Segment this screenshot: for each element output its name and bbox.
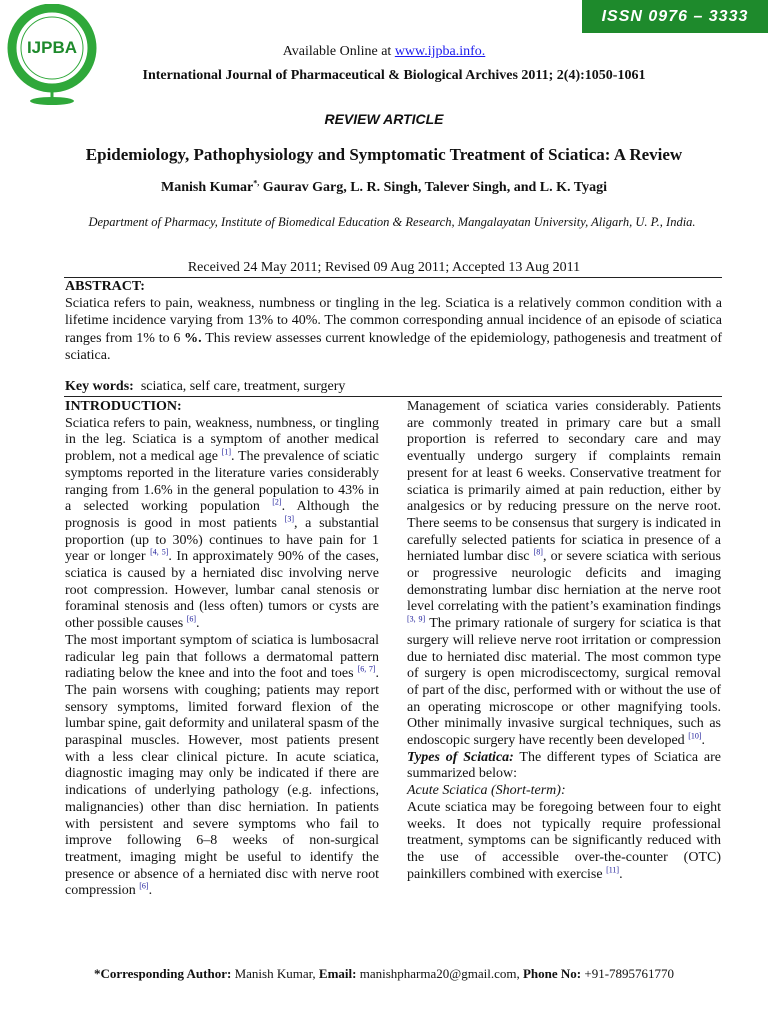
acute-paragraph: Acute sciatica may be foregoing between four to eight weeks. It does not typically require professional treatment, symptoms can be significantly reduced with the use of accessible over-the-counter (OTC) painkillers combined with exercise [11]. — [407, 799, 721, 882]
divider — [64, 396, 722, 397]
citation[interactable]: [8] — [533, 547, 543, 557]
article-type: REVIEW ARTICLE — [324, 111, 444, 127]
issn-badge: ISSN 0976 – 3333 — [582, 0, 768, 33]
available-online — [0, 44, 768, 60]
citation[interactable]: [2] — [272, 497, 282, 507]
citation[interactable]: [10] — [688, 731, 702, 741]
keywords-label: Key words: — [65, 379, 134, 394]
intro-paragraph-2: The most important symptom of sciatica is lumbosacral radicular leg pain that follows a dermatomal pattern radiating below the knee and into the foot and toes [6, 7]. The pain worsens with coughing; patients may report sensory symptoms, limited forward flexion of the lumbar spine, gait deformity and unilateral spasm of the paraspinal muscles. However, most patients present with a less clear clinical picture. In acute sciatica, diagnostic imaging may only be indicated if there are indications of underlying pathology (e.g. infections, malignancies) other than disc herniation. In patients with persistent and severe symptoms who fail to improve following 6–8 weeks of non-surgical treatment, imaging might be useful to identify the presence or absence of a herniated disc with nerve root compression [6]. — [65, 632, 380, 899]
left-column — [65, 399, 379, 900]
introduction-heading: INTRODUCTION: — [65, 399, 182, 414]
corresponding-author: *Corresponding Author: Manish Kumar, Email: manishpharma20@gmail.com, Phone No: +91-7895761770 — [93, 966, 675, 981]
author-list — [0, 180, 768, 196]
acute-heading: Acute Sciatica (Short-term): — [407, 783, 566, 799]
submission-dates: Received 24 May 2011; Revised 09 Aug 2011; Accepted 13 Aug 2011 — [187, 260, 581, 275]
keywords — [65, 379, 345, 395]
management-paragraph: Management of sciatica varies considerably. Patients are commonly treated in primary care but a small proportion is referred to secondary care and may eventually undergo surgery if complaints remain present for at least 6 weeks. Conservative treatment for sciatica is primarily aimed at pain reduction, either by analgesics or by reducing pressure on the nerve root. There seems to be consensus that surgery is indicated in carefully selected patients for sciatica in presence of a herniated lumbar disc [8], or severe sciatica with serious or progressive neurologic deficits and imaging demonstrating lumbar disc herniation at the nerve root level correlating with the patient’s examination findings [3, 9] The primary rationale of surgery for sciatica is that surgery will relieve nerve root irritation or compression due to herniated disc material. The most common type of surgery is open microdiscectomy, surgical removal of part of the disc, performed with or without the use of an operating microscope or other magnifying tools. Other minimally invasive surgical techniques, such as endoscopic surgery have recently been developed [10]. — [407, 399, 722, 749]
article-title: Epidemiology, Pathophysiology and Symptomatic Treatment of Sciatica: A Review — [85, 145, 683, 164]
journal-website-link[interactable]: www.ijpba.info. — [394, 44, 486, 59]
citation[interactable]: [6, 7] — [357, 664, 376, 674]
keywords-value: sciatica, self care, treatment, surgery — [140, 379, 346, 394]
citation[interactable]: [6] — [139, 881, 149, 891]
citation[interactable]: [4, 5] — [150, 547, 169, 557]
right-column — [407, 399, 721, 883]
abstract-heading: ABSTRACT: — [65, 279, 145, 294]
journal-citation: International Journal of Pharmaceutical & Biological Archives 2011; 2(4):1050-1061 — [142, 68, 646, 83]
first-author: Manish Kumar — [161, 180, 254, 195]
citation[interactable]: [1] — [221, 447, 231, 457]
citation[interactable]: [11] — [606, 865, 620, 875]
types-paragraph: Types of Sciatica: The different types of Sciatica are summarized below: — [407, 749, 721, 782]
other-authors: Gaurav Garg, L. R. Singh, Talever Singh, and L. K. Tyagi — [259, 180, 607, 195]
citation[interactable]: [3, 9] — [407, 614, 426, 624]
affiliation: Department of Pharmacy, Institute of Biomedical Education & Research, Mangalayatan University, Aligarh, U. P., India. — [88, 215, 696, 229]
author-phone: +91-7895761770 — [581, 966, 675, 981]
citation[interactable]: [6] — [186, 614, 197, 624]
available-prefix: Available Online at — [282, 44, 395, 59]
corresponding-mark: *, — [253, 178, 260, 188]
divider — [64, 277, 722, 278]
author-email[interactable]: manishpharma20@gmail.com, — [356, 966, 520, 981]
citation[interactable]: [3] — [284, 514, 294, 524]
abstract-body: Sciatica refers to pain, weakness, numbness or tingling in the leg. Sciatica is a relatively common condition with a lifetime incidence varying from 13% to 40%. The common corresponding annual incidence of an episode of sciatica ranges from 1% to 6 %. This review assesses current knowledge of the epidemiology, pathogenesis and treatment of sciatica. — [65, 296, 723, 364]
logo-text: IJPBA — [26, 38, 78, 57]
types-heading: Types of Sciatica: — [407, 749, 514, 765]
intro-paragraph-1: Sciatica refers to pain, weakness, numbness, or tingling in the leg. Sciatica is a symptom of another medical problem, not a medical age [1]. The prevalence of sciatic symptoms reported in the literature varies considerably ranging from 1.6% in the general population to 43% in a selected working population [2]. Although the prognosis is good in most patients [3], a substantial proportion (up to 30%) continues to have pain for 1 year or longer [4, 5]. In approximately 90% of the cases, sciatica is caused by a herniated disc involving nerve root compression. However, lumbar canal stenosis or foraminal stenosis and (less often) tumors or cysts are other possible causes [6]. — [65, 415, 379, 632]
